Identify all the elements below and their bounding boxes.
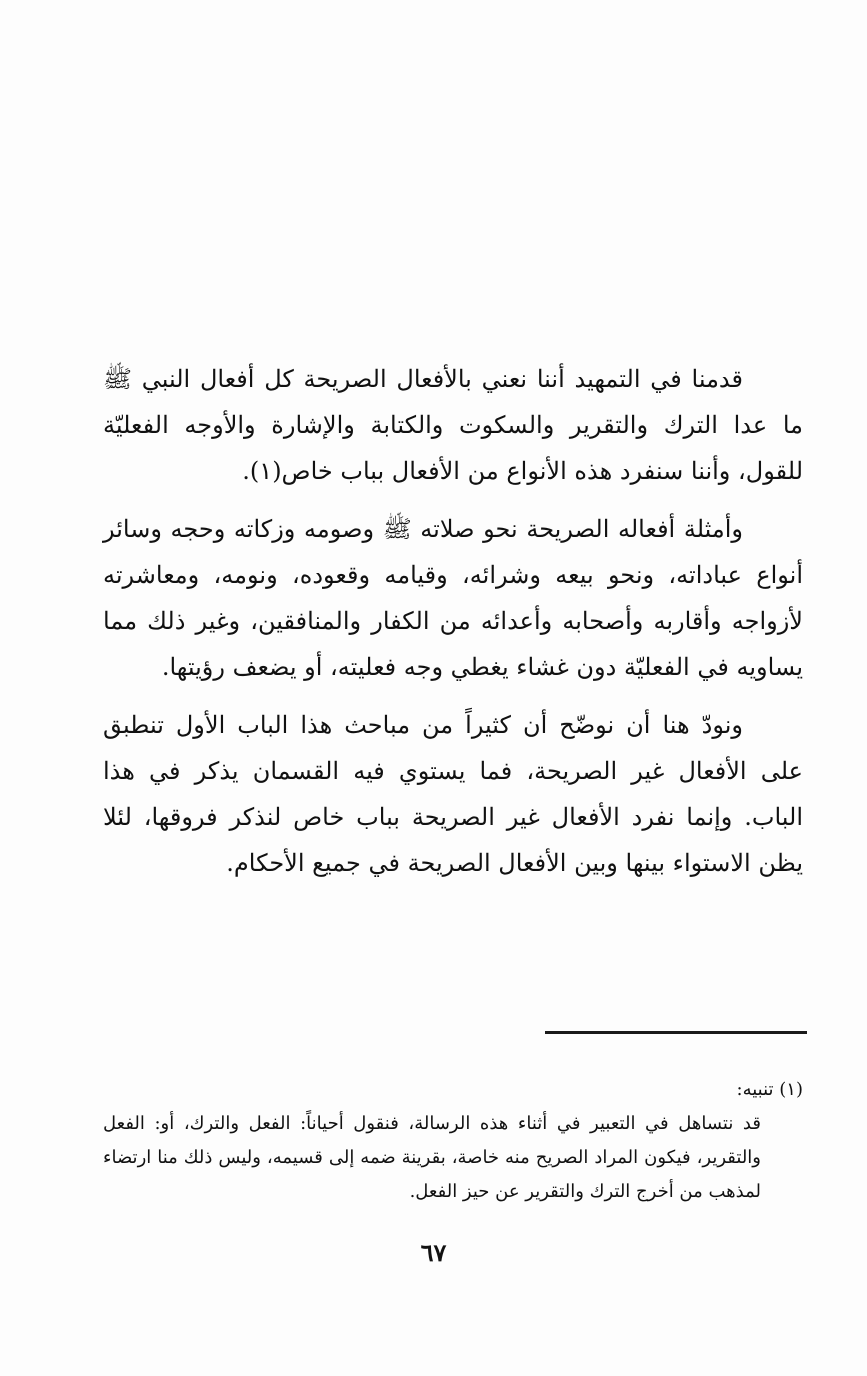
footnote-text: قد نتساهل في التعبير في أثناء هذه الرسالة، فنقول أحياناً: الفعل والترك، أو: الفعل والتقرير، فيكون المراد الصريح منه خاصة، بقرينة ضمه إلى قسيمه، وليس ذلك منا ارتضاء لمذهب من أخرج الترك والتقرير عن حيز الفعل. <box>103 1113 761 1202</box>
footnote <box>103 1073 803 1209</box>
page-number: ٦٧ <box>420 1238 447 1267</box>
main-text <box>103 356 803 898</box>
paragraph-3: ونودّ هنا أن نوضّح أن كثيراً من مباحث هذا الباب الأول تنطبق على الأفعال غير الصريحة، فما يستوي فيه القسمان يذكر في هذا الباب. وإنما نفرد الأفعال غير الصريحة بباب خاص لنذكر فروقها، لئلا يظن الاستواء بينها وبين الأفعال الصريحة في جميع الأحكام. <box>103 711 803 877</box>
footnote-heading: (١) تنبيه: <box>736 1079 803 1100</box>
paragraph-2: وأمثلة أفعاله الصريحة نحو صلاته ﷺ وصومه وزكاته وحجه وسائر أنواع عباداته، ونحو بيعه وشرائه، وقيامه وقعوده، ونومه، ومعاشرته لأزواجه وأقاربه وأصحابه وأعدائه من الكفار والمنافقين، وغير ذلك مما يساويه في الفعليّة دون غشاء يغطي وجه فعليته، أو يضعف رؤيتها. <box>103 515 803 681</box>
footnote-separator <box>545 1031 807 1034</box>
paragraph-1: قدمنا في التمهيد أننا نعني بالأفعال الصريحة كل أفعال النبي ﷺ ما عدا الترك والتقرير والسكوت والكتابة والإشارة والأوجه الفعليّة للقول، وأننا سنفرد هذه الأنواع من الأفعال بباب خاص(١). <box>103 365 803 485</box>
